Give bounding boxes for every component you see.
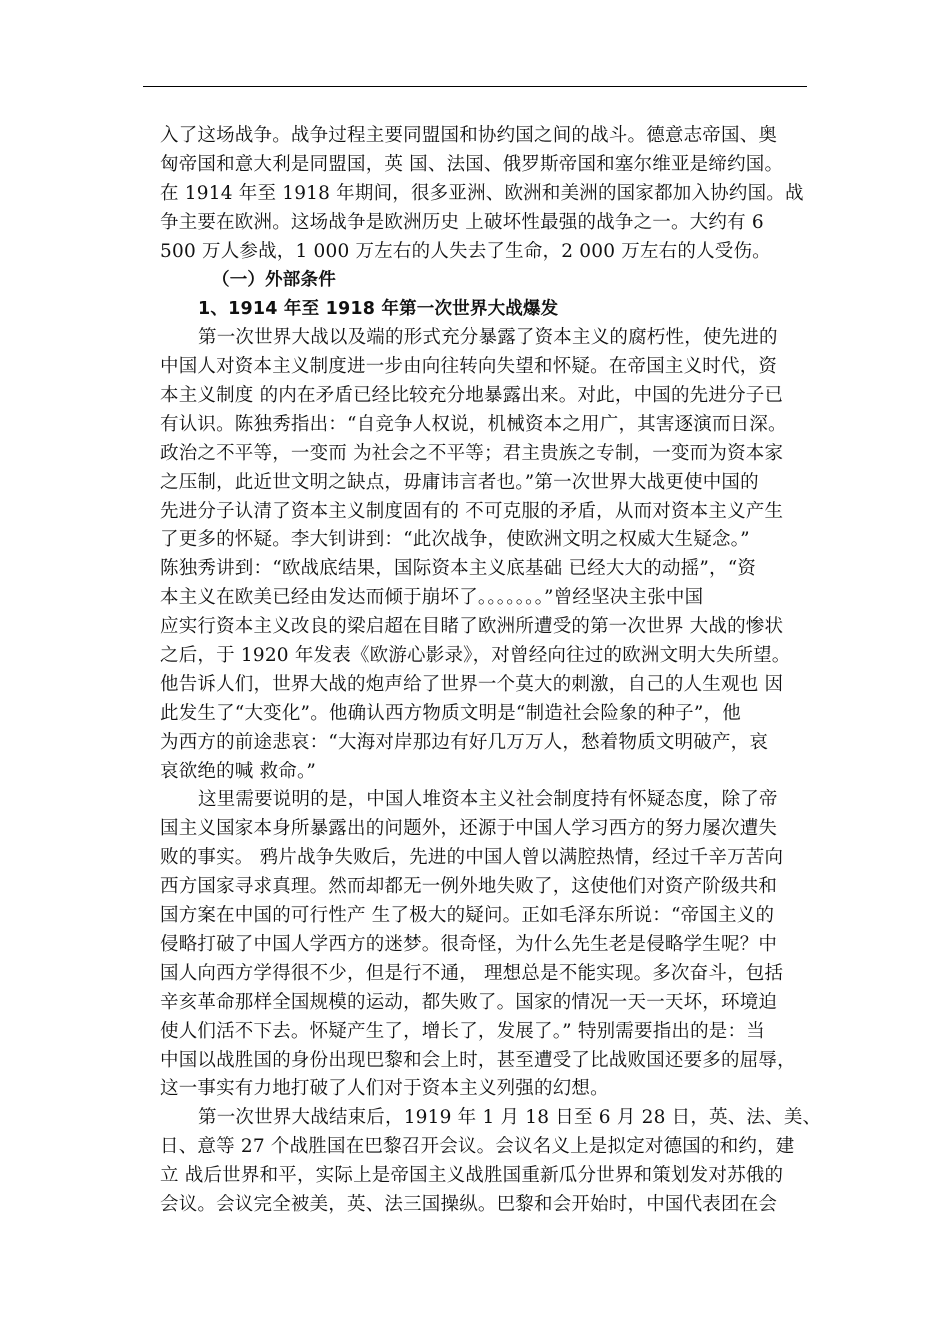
text-line: 陈独秀讲到：“欧战底结果，国际资本主义底基础 已经大大的动摇”，“资 [160, 558, 757, 580]
text-line: 第一次世界大战结束后，1919 年 1 月 18 日至 6 月 28 日，英、法、美、 [198, 1107, 822, 1129]
text-line: 日、意等 27 个战胜国在巴黎召开会议。会议名义上是拟定对德国的和约，建 [160, 1136, 795, 1158]
text-line: 会议。会议完全被美，英、法三国操纵。巴黎和会开始时，中国代表团在会 [160, 1193, 778, 1215]
text-line: 侵略打破了中国人学西方的迷梦。很奇怪，为什么先生老是侵略学生呢？中 [160, 933, 778, 955]
text-line: 中国人对资本主义制度进一步由向往转向失望和怀疑。在帝国主义时代，资 [160, 356, 778, 378]
text-line: 立 战后世界和平，实际上是帝国主义战胜国重新瓜分世界和策划发对苏俄的 [160, 1165, 784, 1187]
intro-paragraph [160, 122, 804, 266]
text-line: 此发生了“大变化”。他确认西方物质文明是“制造社会险象的种子”，他 [160, 702, 741, 724]
text-line: 500 万人参战，1 000 万左右的人失去了生命，2 000 万左右的人受伤。 [160, 240, 771, 262]
text-line: 这一事实有力地打破了人们对于资本主义列强的幻想。 [160, 1078, 609, 1100]
text-line: 西方国家寻求真理。然而却都无一例外地失败了，这使他们对资产阶级共和 [160, 876, 778, 898]
text-line: 政治之不平等，一变而 为社会之不平等；君主贵族之专制，一变而为资本家 [160, 442, 784, 464]
text-line: 应实行资本主义改良的梁启超在目睹了欧洲所遭受的第一次世界 大战的惨状 [160, 616, 784, 638]
text-line: 争主要在欧洲。这场战争是欧洲历史 上破坏性最强的战争之一。大约有 6 [160, 211, 764, 233]
paragraph-3 [160, 1104, 822, 1220]
text-line: 使人们活不下去。怀疑产生了，增长了，发展了。” 特别需要指出的是：当 [160, 1020, 765, 1042]
text-line: 在 1914 年至 1918 年期间，很多亚洲、欧洲和美洲的国家都加入协约国。战 [160, 182, 804, 204]
text-line: 他告诉人们，世界大战的炮声给了世界一个莫大的刺激，自己的人生观也 因 [160, 673, 784, 695]
text-line: 辛亥革命那样全国规模的运动，都失败了。国家的情况一天一天坏，环境迫 [160, 991, 778, 1013]
text-line: 国主义国家本身所暴露出的问题外，还源于中国人学习西方的努力屡次遭失 [160, 818, 778, 840]
text-line: 之后，于 1920 年发表《欧游心影录》，对曾经向往过的欧洲文明大失所望。 [160, 645, 791, 667]
text-line: 国人向西方学得很不少，但是行不通， 理想总是不能实现。多次奋斗，包括 [160, 962, 784, 984]
subsection-heading: 1、1914 年至 1918 年第一次世界大战爆发 [198, 299, 559, 320]
text-line: 败的事实。 鸦片战争失败后，先进的中国人曾以满腔热情，经过千辛万苦向 [160, 847, 784, 869]
text-line: 国方案在中国的可行性产 生了极大的疑问。正如毛泽东所说：“帝国主义的 [160, 905, 775, 927]
text-line: 中国以战胜国的身份出现巴黎和会上时，甚至遭受了比战败国还要多的屈辱， [160, 1049, 796, 1071]
text-line: 有认识。陈独秀指出：“自竞争人权说，机械资本之用广，其害逐演而日深。 [160, 413, 787, 435]
text-line: 之压制，此近世文明之缺点，毋庸讳言者也。”第一次世界大战更使中国的 [160, 471, 759, 493]
text-line: 了更多的怀疑。李大钊讲到：“此次战争，使欧洲文明之权威大生疑念。” [160, 529, 750, 551]
text-line: 本主义在欧美已经由发达而倾于崩坏了。。。。。。。”曾经坚决主张中国 [160, 587, 704, 609]
text-line: 为西方的前途悲哀：“大海对岸那边有好几万万人，愁着物质文明破产，哀 [160, 731, 769, 753]
header-rule [143, 86, 807, 87]
text-line: 先进分子认清了资本主义制度固有的 不可克服的矛盾，从而对资本主义产生 [160, 500, 784, 522]
text-line: 入了这场战争。战争过程主要同盟国和协约国之间的战斗。德意志帝国、奥 [160, 125, 778, 146]
text-line: 本主义制度 的内在矛盾已经比较充分地暴露出来。对此，中国的先进分子已 [160, 385, 784, 407]
text-line: 哀欲绝的喊 救命。” [160, 760, 317, 782]
text-line: 这里需要说明的是，中国人堆资本主义社会制度持有怀疑态度，除了帝 [198, 789, 778, 811]
document-body [160, 122, 822, 1220]
text-line: 第一次世界大战以及端的形式充分暴露了资本主义的腐朽性，使先进的 [198, 327, 778, 349]
paragraph-2 [160, 786, 800, 1104]
paragraph-1 [160, 324, 800, 786]
text-line: 匈帝国和意大利是同盟国，英 国、法国、俄罗斯帝国和塞尔维亚是缔约国。 [160, 153, 784, 175]
section-heading: （一）外部条件 [212, 270, 336, 291]
